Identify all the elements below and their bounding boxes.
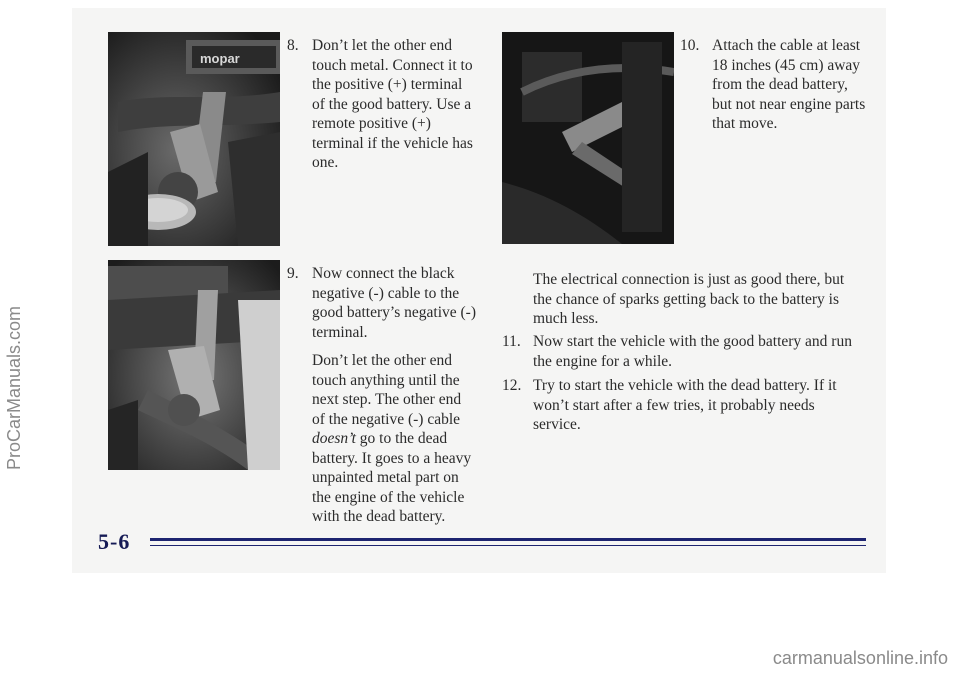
bottom-watermark: carmanualsonline.info <box>772 648 948 668</box>
step-10 <box>680 36 870 143</box>
page-number: 5-6 <box>98 529 131 554</box>
step-11 <box>502 332 864 380</box>
emphasis: doesn’t <box>312 430 356 447</box>
battery-label: mopar <box>200 51 240 66</box>
step-12 <box>502 376 864 444</box>
step-text: Now start the vehicle with the good battery and run the engine for a while. <box>533 333 852 370</box>
photo-negative-clamp <box>108 260 280 470</box>
explanation-paragraph <box>533 270 863 329</box>
step-number: 12. <box>502 377 522 394</box>
step-note <box>312 351 477 527</box>
photo-positive-clamp <box>108 32 280 246</box>
step-number: 9. <box>287 265 299 282</box>
photo-engine-ground <box>502 32 674 244</box>
step-text: Now connect the black negative (-) cable to the good battery’s negative (-) terminal. <box>312 265 476 341</box>
step-8 <box>287 36 477 182</box>
footer-rule-thin <box>150 545 866 546</box>
step-number: 8. <box>287 37 299 54</box>
note-text: Don’t let the other end touch anything until the next step. The other end of the negative (-) cable <box>312 352 462 428</box>
step-9 <box>287 264 477 536</box>
step-text: Try to start the vehicle with the dead battery. If it won’t start after a few tries, it probably needs service. <box>533 377 837 433</box>
step-number: 11. <box>502 333 521 350</box>
side-watermark: ProCarManuals.com <box>4 305 24 470</box>
footer-rule <box>150 538 866 541</box>
paragraph-text: The electrical connection is just as good there, but the chance of sparks getting back to the battery is much less. <box>533 271 845 327</box>
step-text: Attach the cable at least 18 inches (45 cm) away from the dead battery, but not near engine parts that move. <box>712 37 866 132</box>
step-number: 10. <box>680 37 700 54</box>
note-text: go to the dead battery. It goes to a heavy unpainted metal part on the engine of the vehicle with the dead battery. <box>312 430 472 525</box>
step-text: Don’t let the other end touch metal. Connect it to the positive (+) terminal of the good battery. Use a remote positive (+) terminal if the vehicle has one. <box>312 37 473 171</box>
